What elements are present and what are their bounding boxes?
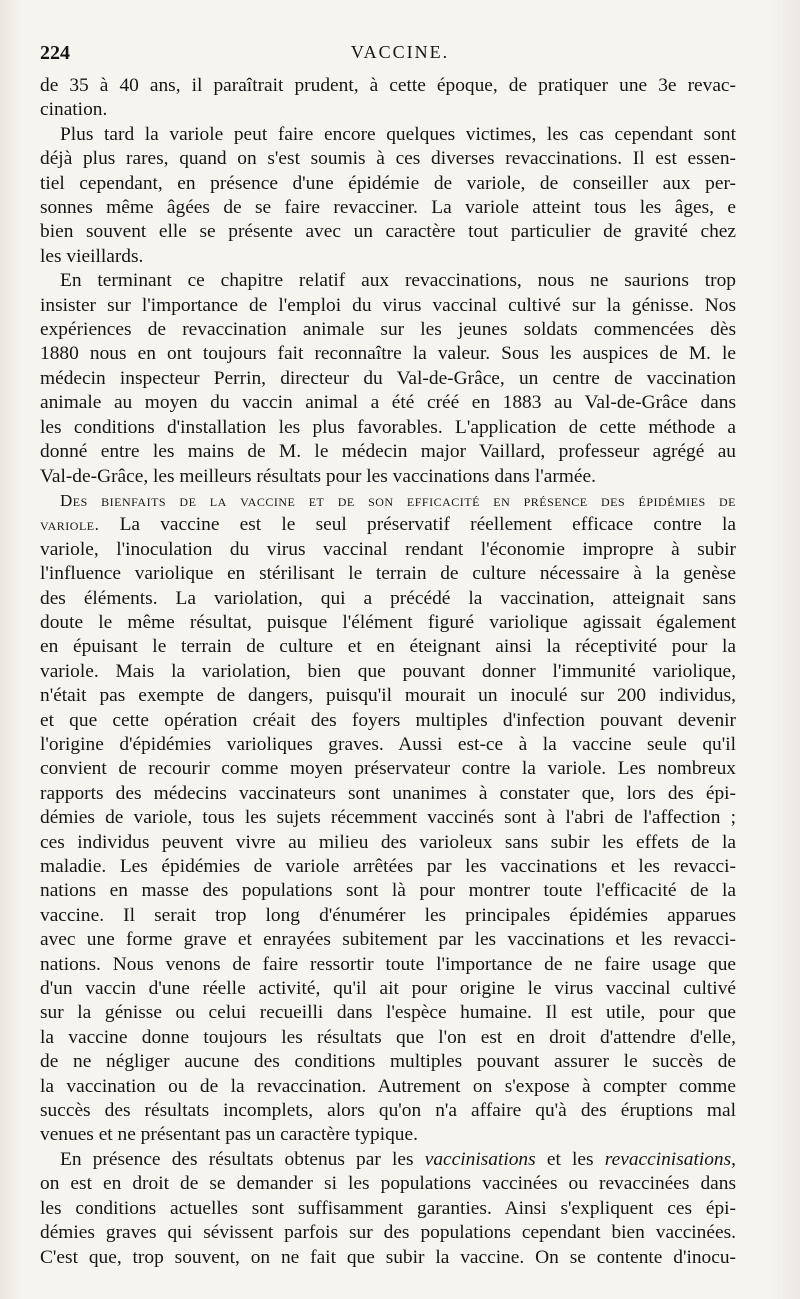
paragraph (40, 74, 736, 123)
text-line: médecin inspecteur Perrin, directeur du Val-de-Grâce, un centre de vaccination (40, 367, 736, 389)
italic-term: vaccinisations (424, 1148, 536, 1170)
text-line: maladie. Les épidémies de variole arrêtées par les vaccinations et les revacci- (40, 856, 736, 877)
text-line: n'était pas exempte de dangers, puisqu'il mourait un inoculé sur 200 individus, (40, 685, 736, 707)
text-line: animale au moyen du vaccin animal a été créé en 1883 au Val-de-Grâce dans (40, 392, 736, 414)
text-line (40, 513, 736, 537)
text-line: de ne négliger aucune des conditions multiples pouvant assurer le succès de (40, 1051, 736, 1073)
text-line: expériences de revaccination animale sur les jeunes soldats commencées dès (40, 319, 736, 341)
text-line: l'influence variolique en stérilisant le terrain de culture nécessaire à la genèse (40, 563, 736, 585)
text-line: la vaccine donne toujours les résultats que l'on est en droit d'attendre d'elle, (40, 1026, 736, 1048)
text-line: sur la génisse ou celui recueilli dans l'espèce humaine. Il est utile, pour que (40, 1002, 736, 1024)
text-line: ces individus peuvent vivre au milieu des varioleux sans subir les effets de la (40, 831, 736, 853)
running-title: VACCINE. (350, 42, 450, 62)
paragraph (40, 489, 736, 1148)
text-line: en épuisant le terrain de culture et en éteignant ainsi la réceptivité pour la (40, 636, 736, 658)
text-line: bien souvent elle se présente avec un caractère tout particulier de gravité chez (40, 221, 736, 243)
text-fragment: et les (535, 1148, 605, 1170)
text-line: tiel cependant, en présence d'une épidémie de variole, de conseiller aux per- (40, 172, 736, 194)
text-fragment: , (731, 1148, 737, 1170)
text-line: Plus tard la variole peut faire encore quelques victimes, les cas cependant sont (60, 123, 736, 145)
text-line (40, 1148, 736, 1172)
text-line: déjà plus rares, quand on s'est soumis à ces diverses revaccinations. Il est essen- (40, 148, 736, 170)
text-line: C'est que, trop souvent, on ne fait que subir la vaccine. On se contente d'inocu- (40, 1246, 736, 1268)
text-line: démies graves qui sévissent parfois sur des populations cependant bien vaccinées. (40, 1222, 736, 1244)
text-line: démies de variole, tous les sujets récemment vaccinés sont à l'abri de l'affection ; (40, 807, 736, 829)
text-line: rapports des médecins vaccinateurs sont unanimes à constater que, lors des épi- (40, 782, 736, 804)
text-line: variole. Mais la variolation, bien que pouvant donner l'immunité variolique, (40, 660, 736, 682)
text-line: sonnes même âgées de se faire revacciner. La variole atteint tous les âges, e (40, 197, 736, 219)
text-line: nations en masse des populations sont là pour montrer toute l'efficacité de la (40, 880, 736, 902)
text-line: l'origine d'épidémies varioliques graves. Aussi est-ce à la vaccine seule qu'il (40, 733, 736, 755)
text-fragment: En présence des résultats obtenus par les (60, 1148, 425, 1170)
text-line: Val-de-Grâce, les meilleurs résultats pour les vaccinations dans l'armée. (40, 465, 596, 487)
text-line: nations. Nous venons de faire ressortir toute l'importance de ne faire usage que (40, 953, 736, 975)
text-line: vaccine. Il serait trop long d'énumérer les principales épidémies apparues (40, 904, 736, 926)
page-header (40, 42, 760, 70)
text-line: 1880 nous en ont toujours fait reconnaître la valeur. Sous les auspices de M. le (40, 343, 736, 365)
text-line: insister sur l'importance de l'emploi du virus vaccinal cultivé sur la génisse. Nos (40, 294, 736, 316)
text-line: les vieillards. (40, 245, 144, 267)
paragraph (40, 269, 736, 489)
section-heading: variole. (40, 515, 100, 535)
text-line: venues et ne présentant pas un caractère typique. (40, 1124, 418, 1146)
paragraph (40, 123, 736, 269)
text-line: donné entre les mains de M. le médecin major Vaillard, professeur agrégé au (40, 441, 736, 463)
text-line: de 35 à 40 ans, il paraîtrait prudent, à cette époque, de pratiquer une 3e revac- (40, 75, 736, 96)
text-line: et que cette opération créait des foyers multiples d'infection pouvant devenir (40, 709, 736, 731)
text-line: variole, l'inoculation du virus vaccinal rendant l'économie impropre à subir (40, 538, 736, 560)
text-line: succès des résultats incomplets, alors qu'on n'a affaire qu'à des éruptions mal (40, 1100, 736, 1122)
text-line: convient de recourir comme moyen préservateur contre la variole. Les nombreux (40, 758, 736, 780)
paragraph (40, 1148, 736, 1270)
text-line: En terminant ce chapitre relatif aux revaccinations, nous ne saurions trop (60, 270, 736, 292)
italic-term: revaccinisations (604, 1148, 732, 1170)
text-line: cination. (40, 99, 108, 121)
body-text (40, 74, 736, 1270)
text-line: les conditions actuelles sont suffisamment garanties. Ainsi s'expliquent ces épi- (40, 1197, 736, 1219)
text-line: d'un vaccin d'une réelle activité, qu'il ait pour origine le virus vaccinal cultivé (40, 978, 736, 1000)
text-line: on est en droit de se demander si les populations vaccinées ou revaccinées dans (40, 1173, 736, 1195)
text-line: la vaccination ou de la revaccination. Autrement on s'expose à compter comme (40, 1075, 736, 1097)
text-line: des éléments. La variolation, qui a précédé la vaccination, atteignait sans (40, 587, 736, 609)
section-heading: Des bienfaits de la vaccine et de son efficacité en présence des épidémies de (60, 490, 736, 510)
page-number: 224 (40, 42, 70, 64)
text-line: les conditions d'installation les plus favorables. L'application de cette méthode a (40, 416, 736, 438)
text-fragment: La vaccine est le seul préservatif réellement efficace contre la (119, 514, 736, 536)
text-line: avec une forme grave et enrayées subitement par les vaccinations et les revacci- (40, 929, 736, 951)
text-line: doute le même résultat, puisque l'élément figuré variolique agissait également (40, 611, 736, 633)
